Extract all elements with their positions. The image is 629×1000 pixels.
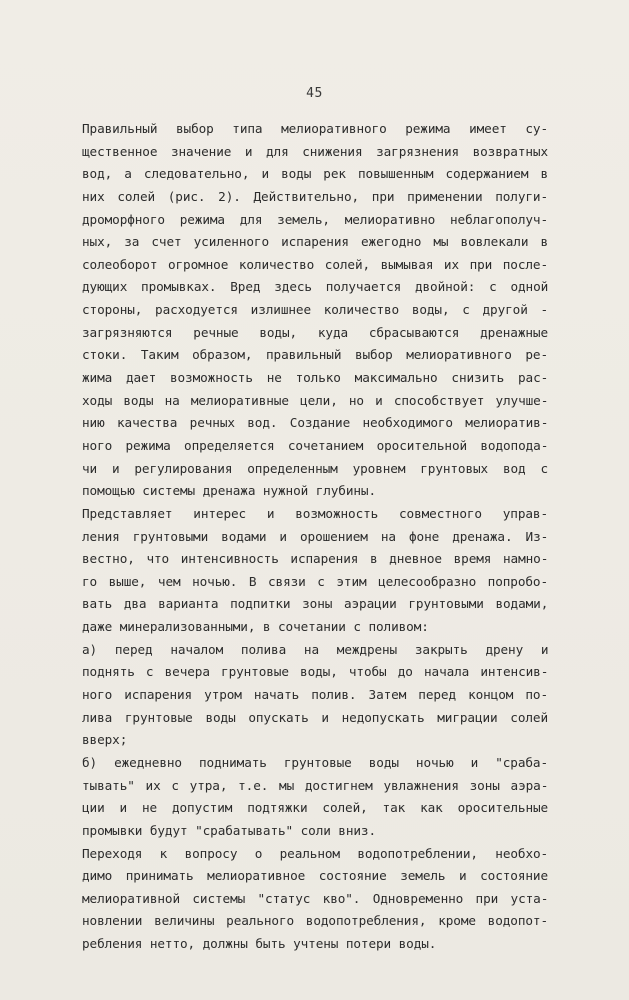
text-line: ного режима определяется сочетанием оросительной водопода- (82, 437, 549, 453)
text-line: солеоборот огромное количество солей, вымывая их при после- (82, 256, 548, 272)
text-line: лива грунтовые воды опускать и недопускать миграции солей (82, 709, 548, 725)
text-line: Переходя к вопросу о реальном водопотреблении, необхо- (82, 845, 549, 861)
text-line: ных, за счет усиленного испарения ежегодно мы вовлекали в (82, 234, 548, 250)
text-line: дующих промывках. Вред здесь получается двойной: с одной (82, 279, 549, 295)
text-line: нию качества речных вод. Создание необходимого мелиоратив- (82, 415, 549, 431)
text-line: го выше, чем ночью. В связи с этим целесообразно попробо- (82, 573, 548, 589)
text-line: а) перед началом полива на междрены закрыть дрену и (82, 641, 549, 657)
text-line: дроморфного режима для земель, мелиоративно неблагополуч- (82, 211, 548, 227)
text-line: стороны, расходуется излишнее количество воды, с другой - (82, 302, 548, 318)
text-line: мелиоративной системы "статус кво". Одновременно при уста- (82, 890, 549, 906)
text-line: поднять с вечера грунтовые воды, чтобы до начала интенсив- (82, 664, 549, 680)
text-line: них солей (рис. 2). Действительно, при применении полуги- (82, 188, 548, 204)
text-line: загрязняются речные воды, куда сбрасываются дренажные (82, 324, 548, 340)
page-number: 45 (306, 86, 323, 101)
text-line: стоки. Таким образом, правильный выбор мелиоративного ре- (82, 347, 548, 363)
text-line: ции и не допустим подтяжки солей, так как оросительные (82, 800, 549, 816)
text-line: тывать" их с утра, т.е. мы достигнем увлажнения зоны аэра- (82, 777, 549, 793)
text-line: новлении величины реального водопотребления, кроме водопот- (82, 913, 548, 929)
text-line: вестно, что интенсивность испарения в дневное время намно- (82, 551, 549, 567)
text-line: вать два варианта подпитки зоны аэрации грунтовыми водами, (82, 596, 549, 612)
text-line: жима дает возможность не только максимально снизить рас- (82, 370, 549, 386)
text-line: ребления нетто, должны быть учтены потери воды. (82, 936, 437, 952)
text-line: вверх; (82, 732, 128, 748)
text-line: ного испарения утром начать полив. Затем перед концом по- (82, 687, 548, 703)
text-line: вод, а следовательно, и воды рек повышенным содержанием в (82, 166, 548, 182)
text-line: б) ежедневно поднимать грунтовые воды ночью и "сраба- (82, 754, 548, 770)
text-line: ходы воды на мелиоративные цели, но и способствует улучше- (82, 392, 549, 408)
text-line: щественное значение и для снижения загрязнения возвратных (82, 143, 548, 159)
body-text (82, 118, 548, 956)
text-line: Представляет интерес и возможность совместного управ- (82, 505, 548, 521)
text-line: помощью системы дренажа нужной глубины. (82, 483, 377, 499)
text-line: чи и регулирования определенным уровнем грунтовых вод с (82, 460, 548, 476)
text-line: димо принимать мелиоративное состояние земель и состояние (82, 868, 548, 884)
text-line: Правильный выбор типа мелиоративного режима имеет су- (82, 121, 548, 136)
text-line: промывки будут "срабатывать" соли вниз. (82, 822, 377, 838)
text-line: даже минерализованными, в сочетании с поливом: (82, 619, 429, 635)
text-line: ления грунтовыми водами и орошением на фоне дренажа. Из- (82, 528, 549, 544)
